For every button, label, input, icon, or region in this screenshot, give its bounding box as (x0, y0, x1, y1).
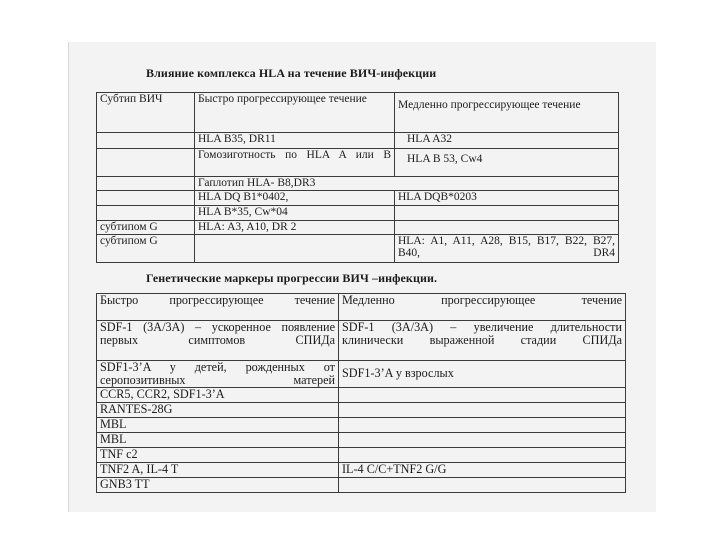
table-row (97, 177, 619, 191)
table-row (97, 321, 626, 361)
table-row (97, 221, 619, 235)
table-row (97, 235, 619, 263)
cell-slow (339, 388, 626, 403)
cell-fast: RANTES-28G (97, 403, 339, 418)
header-fast: Быстро прогрессирующее течение (195, 93, 395, 133)
cell-slow: SDF-1 (3A/3A) – увеличение длительности клинически выраженной стадии СПИДа (339, 321, 626, 361)
header-subtype: Субтип ВИЧ (97, 93, 195, 133)
cell-slow (339, 433, 626, 448)
cell-fast: SDF1-3’A у детей, рожденных от серопозитивных матерей (97, 361, 339, 388)
table-row (97, 433, 626, 448)
markers-table (96, 293, 626, 493)
table-row (97, 133, 619, 149)
cell-fast: HLA B*35, Cw*04 (195, 206, 395, 221)
table-row (97, 448, 626, 463)
cell-slow (339, 448, 626, 463)
hla-table-title: Влияние комплекса HLA на течение ВИЧ-инфекции (146, 66, 437, 80)
markers-table-title: Генетические маркеры прогрессии ВИЧ –инфекции. (146, 271, 438, 285)
cell-fast: MBL (97, 433, 339, 448)
table-row (97, 361, 626, 388)
cell-fast: MBL (97, 418, 339, 433)
cell-fast: HLA DQ B1*0402, (195, 191, 395, 206)
cell-fast: HLA B35, DR11 (195, 133, 395, 149)
header-slow: Медленно прогрессирующее течение (395, 93, 619, 133)
cell-subtype: субтипом G (97, 235, 195, 263)
cell-fast (195, 235, 395, 263)
table-row (97, 191, 619, 206)
cell-slow: HLA DQB*0203 (395, 191, 619, 206)
table-row (97, 403, 626, 418)
cell-fast: CCR5, CCR2, SDF1-3’A (97, 388, 339, 403)
cell-slow (339, 418, 626, 433)
cell-subtype (97, 206, 195, 221)
cell-fast: GNB3 TT (97, 478, 339, 493)
table-row (97, 388, 626, 403)
cell-fast: TNF c2 (97, 448, 339, 463)
cell-slow: HLA: A1, A11, A28, B15, B17, B22, B27, B40, DR4 (395, 235, 619, 263)
cell-fast: HLA: A3, A10, DR 2 (195, 221, 395, 235)
header-fast: Быстро прогрессирующее течение (97, 294, 339, 321)
cell-fast: Гомозиготность по HLA A или B (195, 149, 395, 177)
cell-slow (395, 206, 619, 221)
table-header-row (97, 294, 626, 321)
hla-table (96, 92, 619, 263)
cell-fast: TNF2 A, IL-4 T (97, 463, 339, 478)
cell-slow: HLA A32 (395, 133, 619, 149)
cell-span: Гаплотип HLA- B8,DR3 (195, 177, 619, 191)
cell-subtype-empty (97, 177, 195, 191)
table-row (97, 206, 619, 221)
cell-slow (395, 221, 619, 235)
cell-fast: SDF-1 (3A/3A) – ускоренное появление первых симптомов СПИДа (97, 321, 339, 361)
cell-slow: IL-4 C/C+TNF2 G/G (339, 463, 626, 478)
cell-subtype (97, 149, 195, 177)
cell-slow: HLA B 53, Cw4 (395, 149, 619, 177)
table-row (97, 149, 619, 177)
cell-subtype (97, 133, 195, 149)
table-row (97, 478, 626, 493)
cell-slow: SDF1-3’A у взрослых (339, 361, 626, 388)
table-header-row (97, 93, 619, 133)
cell-slow (339, 403, 626, 418)
cell-subtype: субтипом G (97, 221, 195, 235)
header-slow: Медленно прогрессирующее течение (339, 294, 626, 321)
table-row (97, 418, 626, 433)
cell-subtype (97, 191, 195, 206)
cell-slow (339, 478, 626, 493)
table-row (97, 463, 626, 478)
